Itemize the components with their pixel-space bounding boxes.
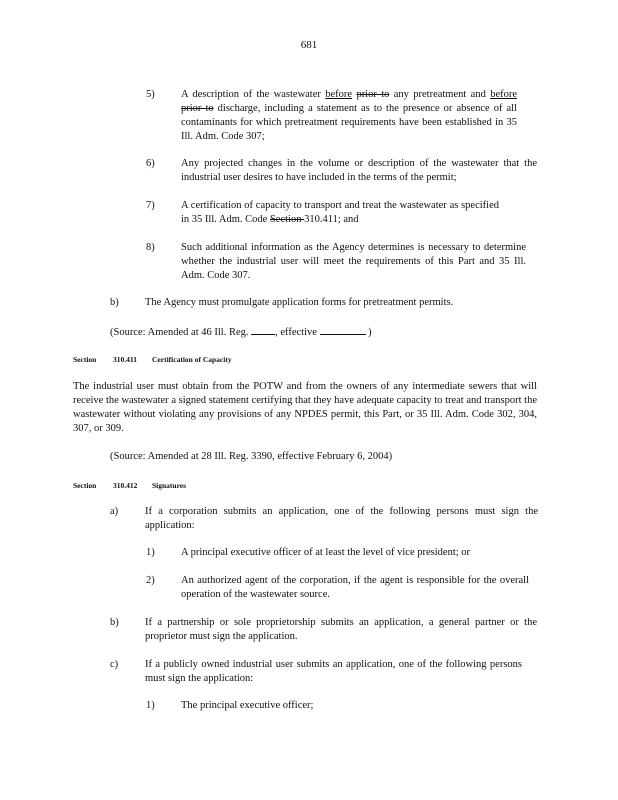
sig-b-letter: b) [110,617,119,628]
section-411-number: 310.411 [113,355,137,364]
deletion-prior-to-1: prior to [356,89,390,100]
insertion-before-1: before [325,89,353,100]
sig-a-2-number: 2) [146,575,155,586]
item-6-text: Any projected changes in the volume or description of the wastewater that the industrial user desires to have included in the terms of the permit; [181,158,537,183]
sig-a-1-number: 1) [146,547,155,558]
sig-a-2-text: An authorized agent of the corporation, if the agent is responsible for the overall operation of the wastewater source. [181,575,529,600]
blank-reg-page [251,324,275,335]
insertion-before-2: before [490,89,518,100]
deletion-section: Section [269,214,305,225]
sig-a-letter: a) [110,506,119,517]
deletion-prior-to-2: prior to [181,103,214,114]
source-note-2: (Source: Amended at 28 Ill. Reg. 3390, effective February 6, 2004) [110,451,393,462]
sig-a-1-text: A principal executive officer of at least the level of vice president; or [181,547,471,558]
sig-c-1-text: The principal executive officer; [181,700,314,711]
item-7-text: A certification of capacity to transport and treat the wastewater as specified in 35 Ill. Adm. Code Section 310.411; and [181,200,499,225]
sig-b-text: If a partnership or sole proprietorship submits an application, a general partner or the proprietor must sign the application. [145,617,537,642]
item-8-text: Such additional information as the Agency determines is necessary to determine whether the industrial user will meet the requirements of this Part and 35 Ill. Adm. Code 307. [181,242,526,281]
sig-c-text: If a publicly owned industrial user submits an application, one of the following persons must sign the application: [145,659,522,684]
item-5-number: 5) [146,89,155,100]
item-8-number: 8) [146,242,155,253]
para-b-letter: b) [110,297,119,308]
section-412-title: Signatures [152,481,187,490]
section-412-number: 310.412 [113,481,138,490]
source-note-1: (Source: Amended at 46 Ill. Reg. , effective ) [110,324,440,340]
para-b-text: The Agency must promulgate application forms for pretreatment permits. [145,297,454,308]
section-411-body: The industrial user must obtain from the POTW and from the owners of any intermediate sewers that will receive the wastewater a signed statement certifying that they have adequate capacity to treat and transport the wastewater without violating any provisions of any NPDES permit, this Part, or 35 Ill. Adm. Code 302, 304, 307, or 309. [73,381,537,434]
section-412-label: Section [73,481,97,490]
sig-a-text: If a corporation submits an application, one of the following persons must sign the application: [145,506,538,531]
section-411-label: Section [73,355,97,364]
page-number: 681 [300,39,318,51]
section-411-title: Certification of Capacity [152,355,232,364]
item-5-text: A description of the wastewater before prior to any pretreatment and before prior to discharge, including a statement as to the presence or absence of all contaminants for which pretreatment requirements have been established in 35 Ill. Adm. Code 307; [181,89,518,142]
item-7-number: 7) [146,200,155,211]
sig-c-1-number: 1) [146,700,155,711]
blank-effective-date [320,324,366,335]
item-6-number: 6) [146,158,155,169]
sig-c-letter: c) [110,659,119,670]
